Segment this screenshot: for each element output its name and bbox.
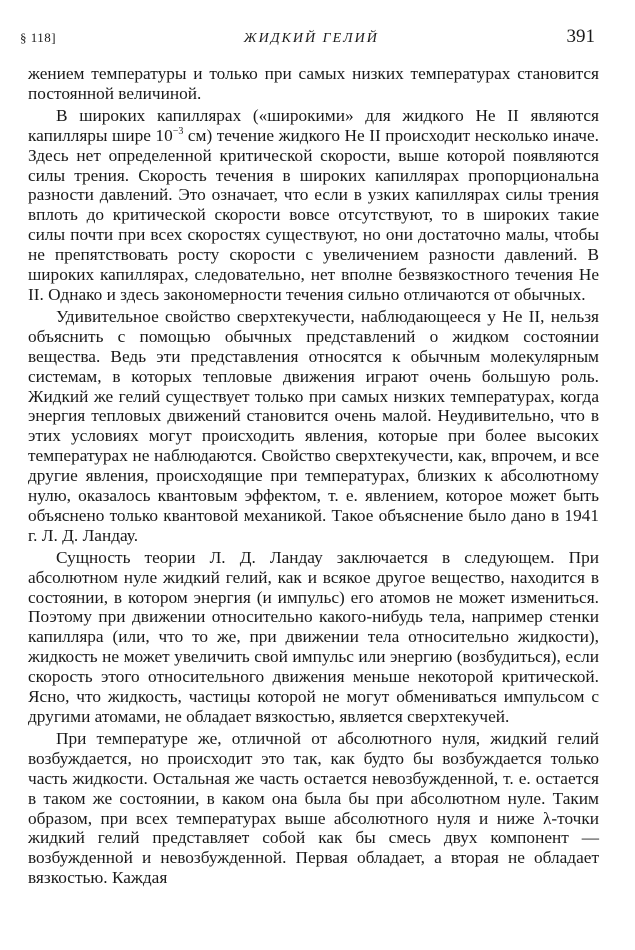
paragraph-1: жением температуры и только при самых низких температурах становится постоянной величиной.	[28, 64, 599, 103]
paragraph-2-start: В широких капиллярах («широкими» для жидкого He II являются капилляры шире 10	[28, 105, 599, 145]
section-reference: § 118]	[20, 30, 57, 45]
page-number: 391	[566, 26, 595, 47]
running-header	[20, 26, 595, 54]
paragraph-2-rest: см) течение жидкого He II происходит несколько иначе. Здесь нет определенной критической скорости, выше которой появляются силы трения. Скорость течения в широких капиллярах пропорциональна разности давлений. Это означает, что если в узких капиллярах силы трения вплоть до критической скорости вовсе отсутствуют, то в широких такие силы почти при всех скоростях существуют, но они достаточно малы, чтобы не препятствовать росту скорости с увеличением разности давлений. В широких капиллярах, следовательно, нет вполне безвязкостного течения He II. Однако и здесь закономерности течения сильно отличаются от обычных.	[28, 125, 599, 304]
exponent: −3	[172, 125, 184, 137]
page-body	[28, 64, 599, 888]
paragraph-5: При температуре же, отличной от абсолютного нуля, жидкий гелий возбуждается, но происходит это так, как будто бы возбуждается только часть жидкости. Остальная же часть остается невозбужденной, т. е. остается в таком же состоянии, в каком она была бы при абсолютном нуле. Таким образом, при всех температурах выше абсолютного нуля и ниже λ-точки жидкий гелий представляет собой как бы смесь двух компонент — возбужденной и невозбужденной. Первая обладает, а вторая не обладает вязкостью. Каждая	[28, 728, 599, 888]
paragraph-4: Сущность теории Л. Д. Ландау заключается в следующем. При абсолютном нуле жидкий гелий, как и всякое другое вещество, находится в состоянии, в котором энергия (и импульс) его атомов не может измениться. Поэтому при движении относительно какого-нибудь тела, например стенки капилляра (или, что то же, при движении тела относительно жидкости), жидкость не может увеличить свой импульс или энергию (возбудиться), если скорость этого относительного движения меньше некоторой критической. Ясно, что жидкость, частицы которой не могут обмениваться импульсом с другими атомами, не обладает вязкостью, является сверхтекучей.	[28, 547, 599, 726]
paragraph-2	[28, 106, 599, 305]
paragraph-3: Удивительное свойство сверхтекучести, наблюдающееся у He II, нельзя объяснить с помощью обычных представлений о жидком состоянии вещества. Ведь эти представления относятся к обычным молекулярным системам, в которых тепловые движения играют очень большую роль. Жидкий же гелий существует только при самых низких температурах, когда энергия тепловых движений становится очень малой. Неудивительно, что в этих условиях могут происходить явления, которые при более высоких температурах не наблюдаются. Свойство сверхтекучести, как, впрочем, и все другие явления, происходящие при температурах, близких к абсолютному нулю, оказалось квантовым эффектом, т. е. явлением, которое может быть объяснено только квантовой механикой. Такое объяснение было дано в 1941 г. Л. Д. Ландау.	[28, 306, 599, 545]
running-title: ЖИДКИЙ ГЕЛИЙ	[243, 31, 379, 46]
